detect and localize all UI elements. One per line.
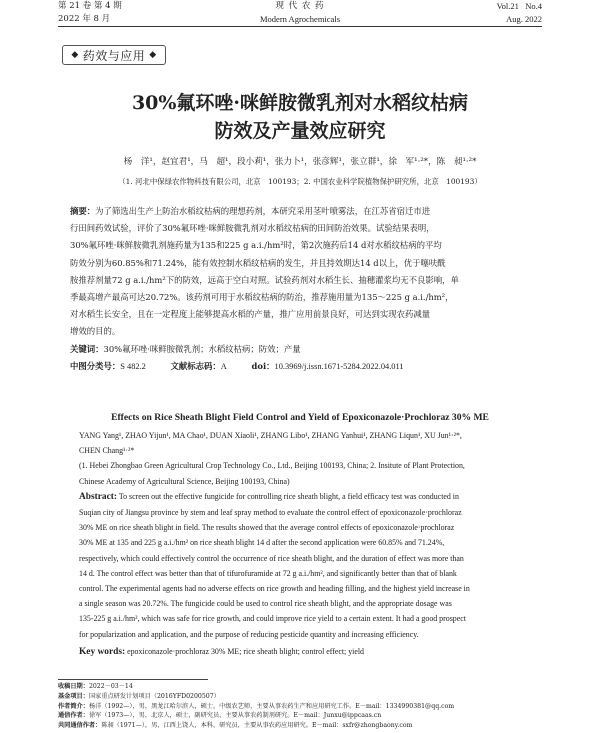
header-date-en: Aug. 2022 <box>506 14 542 24</box>
footnote-label: 通信作者： <box>58 712 89 720</box>
authors-en-line: CHEN Chang¹·²* <box>79 446 135 456</box>
abstract-en-label: Abstract: <box>79 491 118 502</box>
affiliation-en-line: (1. Hebei Zhongbao Green Agricultural Crop Technology Co., Ltd., Beijing 100193, China; 2. Insitute of Plant Protection, <box>79 461 465 471</box>
diamond-icon: ◆ <box>149 50 157 60</box>
abstract-en-line: 30% ME at 135 and 225 g a.i./hm² on rice sheath blight 14 d after the second application were 60.85% and 71.24%, <box>79 538 445 548</box>
clc-label: 中图分类号： <box>70 360 121 371</box>
footnote-text: 杨洋（1992—），男，黑龙江哈尔滨人，硕士，中级农艺师，主要从事农药生产和应用研究工作。E－mail：1334990381@qq.com <box>88 702 455 710</box>
footnote-item <box>58 711 548 721</box>
keywords-cn-text: 30%氟环唑·咪鲜胺微乳剂；水稻纹枯病；防效；产量 <box>103 343 301 354</box>
keywords-en <box>79 644 522 660</box>
abstract-en-line: 14 d. The control effect was better than that of tifurofuramide at 72 g a.i./hm², and significantly better than that of blank <box>79 568 457 578</box>
abstract-en-text: To screen out the effective fungicide for controlling rice sheath blight, a field efficacy test was conducted in <box>118 491 459 501</box>
doc-code-value: A <box>220 361 227 371</box>
journal-name-cn: 现 代 农 药 <box>275 1 325 11</box>
page-title-line1: 30%氟环唑·咪鲜胺微乳剂对水稻纹枯病 <box>131 92 469 114</box>
abstract-en-line: Suqian city of Jiangsu province by stem and leaf spray method to evaluate the control effect of epoxiconazole·prochloraz <box>79 508 462 518</box>
footnote-item <box>58 682 548 692</box>
footnote-rule <box>58 679 208 680</box>
abstract-cn <box>70 203 530 375</box>
footnotes <box>58 682 548 731</box>
header-rule <box>58 26 542 27</box>
header-date-cn: 2022 年 8 月 <box>58 14 111 24</box>
authors-en-line: YANG Yang¹, ZHAO Yijun¹, MA Chao¹, DUAN Xiaoli¹, ZHANG Libo¹, ZHANG Yanhui¹, ZHANG Liqun¹, XU Jun¹·²*, <box>79 431 462 440</box>
diamond-icon: ◆ <box>71 50 79 60</box>
footnote-text: 陈昶（1971—），男，江西上饶人，本科，研究员，主要从事农药应用研究。E－mail：sxfr@zhongbaony.com <box>101 722 413 730</box>
abstract-cn-text: 为了筛选出生产上防治水稻纹枯病的理想药剂，本研究采用茎叶喷雾法，在江苏省宿迁市进 <box>95 206 431 216</box>
keywords-en-label: Key words: <box>79 646 126 657</box>
footnote-label: 作者简介： <box>58 702 89 710</box>
header-volume: Vol.21 No.4 <box>496 1 542 11</box>
abstract-cn-line: 防效分别为60.85%和71.24%，能有效控制水稻纹枯病的发生，并且持效期达14 d以上，优于噻呋酰 <box>70 257 446 268</box>
abstract-en-line: for popularization and application, and the purpose of reducing pesticide quantity and increasing efficiency. <box>79 629 419 639</box>
header-issue: 第 21 卷 第 4 期 <box>58 1 122 11</box>
abstract-cn-line: 行田间药效试验，评价了30%氟环唑·咪鲜胺微乳剂对水稻纹枯病的田间防治效果。试验结果表明， <box>70 223 435 234</box>
doi-label: doi： <box>251 360 275 371</box>
footnote-label: 收稿日期： <box>58 683 89 690</box>
abstract-en-line: 135-225 g a.i./hm², which was safe for rice growth, and could improve rice yield to a certain extent. It had a good prospect <box>79 614 466 624</box>
abstract-en-line: a single season was 20.72%. The fungicide could be used to control rice sheath blight, and the appropriate dosage was <box>79 599 452 609</box>
abstract-en-line <box>79 489 522 505</box>
abstract-en-line: control. The experimental agents had no adverse effects on rice growth and heading filling, and the highest yield increase in <box>79 584 470 594</box>
abstract-cn-label: 摘要： <box>70 206 96 216</box>
footnote-label: 共同通信作者： <box>58 722 102 730</box>
abstract-cn-line: 季最高增产最高可达20.72%。该药剂可用于水稻纹枯病的防治，推荐施用量为135～225 g a.i./hm²， <box>70 292 454 303</box>
doc-code-label: 文献标志码： <box>170 360 221 371</box>
affiliation-en-line: Chinese Academy of Agricultural Science, Beijing 100193, China) <box>79 476 290 486</box>
title-en: Effects on Rice Sheath Blight Field Control and Yield of Epoxiconazole·Prochloraz 30% ME <box>111 412 489 423</box>
section-tag <box>62 45 166 65</box>
classification-line <box>70 358 530 375</box>
keywords-en-text: epoxiconazole·prochloraz 30% ME; rice sheath blight; control effect; yield <box>127 646 365 656</box>
abstract-cn-line: 30%氟环唑·咪鲜胺微乳剂施药量为135和225 g a.i./hm²时，第2次施药后14 d对水稻纹枯病的平均 <box>70 240 442 251</box>
keywords-cn <box>70 341 530 358</box>
english-block <box>79 428 522 660</box>
footnote-item <box>58 702 548 712</box>
abstract-cn-line: 胺推荐剂量72 g a.i./hm²下的防效，远高于空白对照。试验药剂对水稻生长、抽穗灌浆均无不良影响，单 <box>70 274 459 285</box>
page-title-line2: 防效及产量效应研究 <box>214 120 386 142</box>
footnote-text: 国家重点研发计划项目（2016YFD0200507） <box>88 692 220 700</box>
section-tag-label: 药效与应用 <box>82 48 146 63</box>
abstract-en-line: respectively, which could effectively control the occurrence of rice sheath blight, and the duration of effect was more than <box>79 553 464 563</box>
abstract-cn-line <box>70 203 530 220</box>
abstract-cn-line: 增效的目的。 <box>70 326 121 337</box>
doi-value: 10.3969/j.issn.1671-5284.2022.04.011 <box>274 361 404 371</box>
affiliation-cn: （1. 河北中保绿农作物科技有限公司，北京 100193；2. 中国农业科学院植物保护研究所，北京 100193） <box>118 177 482 186</box>
keywords-cn-label: 关键词： <box>70 343 104 354</box>
footnote-item <box>58 721 548 731</box>
clc-value: S 482.2 <box>120 361 146 371</box>
journal-name-en: Modern Agrochemicals <box>259 14 341 24</box>
abstract-cn-line: 对水稻生长安全，且在一定程度上能够提高水稻的产量，推广应用前景良好，可达到实现农药减量 <box>70 309 431 320</box>
footnote-label: 基金项目： <box>58 692 89 700</box>
footnote-text: 2022－03－14 <box>88 683 133 690</box>
abstract-en-line: 30% ME on rice sheath blight in field. The results showed that the average control effects of epoxiconazole·prochloraz <box>79 523 455 533</box>
authors-cn: 杨 洋¹，赵宜君¹，马 超¹，段小莉¹，张力卜¹，张彦辉¹，张立群¹，徐 军¹·²*，陈 昶¹·²* <box>123 157 477 167</box>
header-right <box>497 1 542 24</box>
footnote-item <box>58 692 548 702</box>
footnote-text: 徐军（1973—），男，北京人，硕士，副研究员，主要从事农药制剂研究。E－mail：Junxu@ippcaas.cn <box>88 712 382 720</box>
